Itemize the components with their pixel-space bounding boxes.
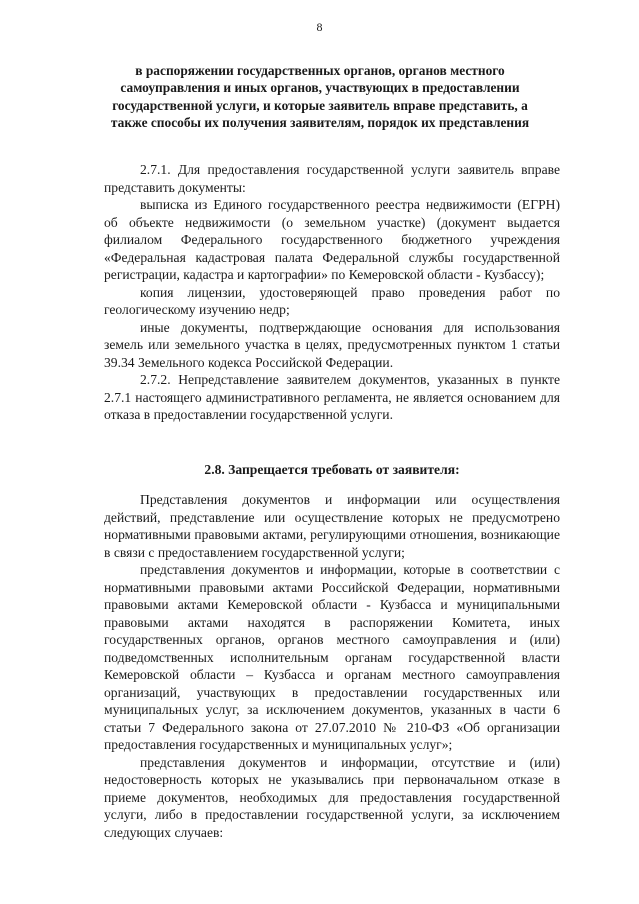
- paragraph-2-7-1: 2.7.1. Для предоставления государственной услуги заявитель вправе представить документы:: [104, 162, 560, 195]
- paragraph-2-7-2: 2.7.2. Непредставление заявителем документов, указанных в пункте 2.7.1 настоящего административного регламента, не является основанием для отказа в предоставлении государственной услуги.: [104, 372, 560, 422]
- heading-line: в распоряжении государственных органов, органов местного: [135, 63, 505, 78]
- section-2-8-title: 2.8. Запрещается требовать от заявителя:: [204, 462, 460, 477]
- heading-line: государственной услуги, и которые заявитель вправе представить, а: [112, 97, 528, 113]
- section-2-7-body: [104, 161, 560, 424]
- paragraph-prohibition-3: представления документов и информации, отсутствие и (или) недостоверность которых не указывались при первоначальном отказе в приеме документов, необходимых для предоставления государственной услуги, либо в предоставлении государственной услуги, за исключением следующих случаев:: [104, 754, 560, 840]
- section-2-8-body: [104, 491, 560, 841]
- section-heading: [80, 62, 560, 132]
- heading-line: самоуправления и иных органов, участвующих в предоставлении: [120, 80, 520, 96]
- paragraph-egrn-extract: выписка из Единого государственного реестра недвижимости (ЕГРН) об объекте недвижимости (о земельном участке) (документ выдается филиалом Федерального государственного бюджетного учреждения «Федеральная кадастровая палата Федеральной службы государственной регистрации, кадастра и картографии» по Кемеровской области - Кузбассу);: [104, 197, 560, 282]
- paragraph-other-documents: иные документы, подтверждающие основания для использования земель или земельного участка в целях, предусмотренных пунктом 1 статьи 39.34 Земельного кодекса Российской Федерации.: [104, 319, 560, 370]
- paragraph-license-copy: копия лицензии, удостоверяющей право проведения работ по геологическому изучению недр;: [104, 284, 560, 317]
- paragraph-prohibition-2: представления документов и информации, которые в соответствии с нормативными правовыми актами Российской Федерации, нормативными правовыми актами Кемеровской области - Кузбасса и муниципальными правовыми актами находятся в распоряжении Комитета, иных государственных органов, органов местного самоуправления и (или) подведомственных исполнительным органам государственной власти Кемеровской области – Кузбасса и органам местного самоуправления организаций, участвующих в предоставлении государственных или муниципальных услуг, за исключением документов, указанных в части 6 статьи 7 Федерального закона от 27.07.2010 № 210-ФЗ «Об организации предоставления государственных и муниципальных услуг»;: [104, 562, 560, 752]
- paragraph-prohibition-1: Представления документов и информации или осуществления действий, представление или осуществление которых не предусмотрено нормативными правовыми актами, регулирующими отношения, возникающие в связи с предоставлением государственной услуги;: [104, 492, 560, 560]
- page-number: 8: [316, 20, 323, 34]
- heading-line: также способы их получения заявителям, порядок их представления: [110, 115, 530, 131]
